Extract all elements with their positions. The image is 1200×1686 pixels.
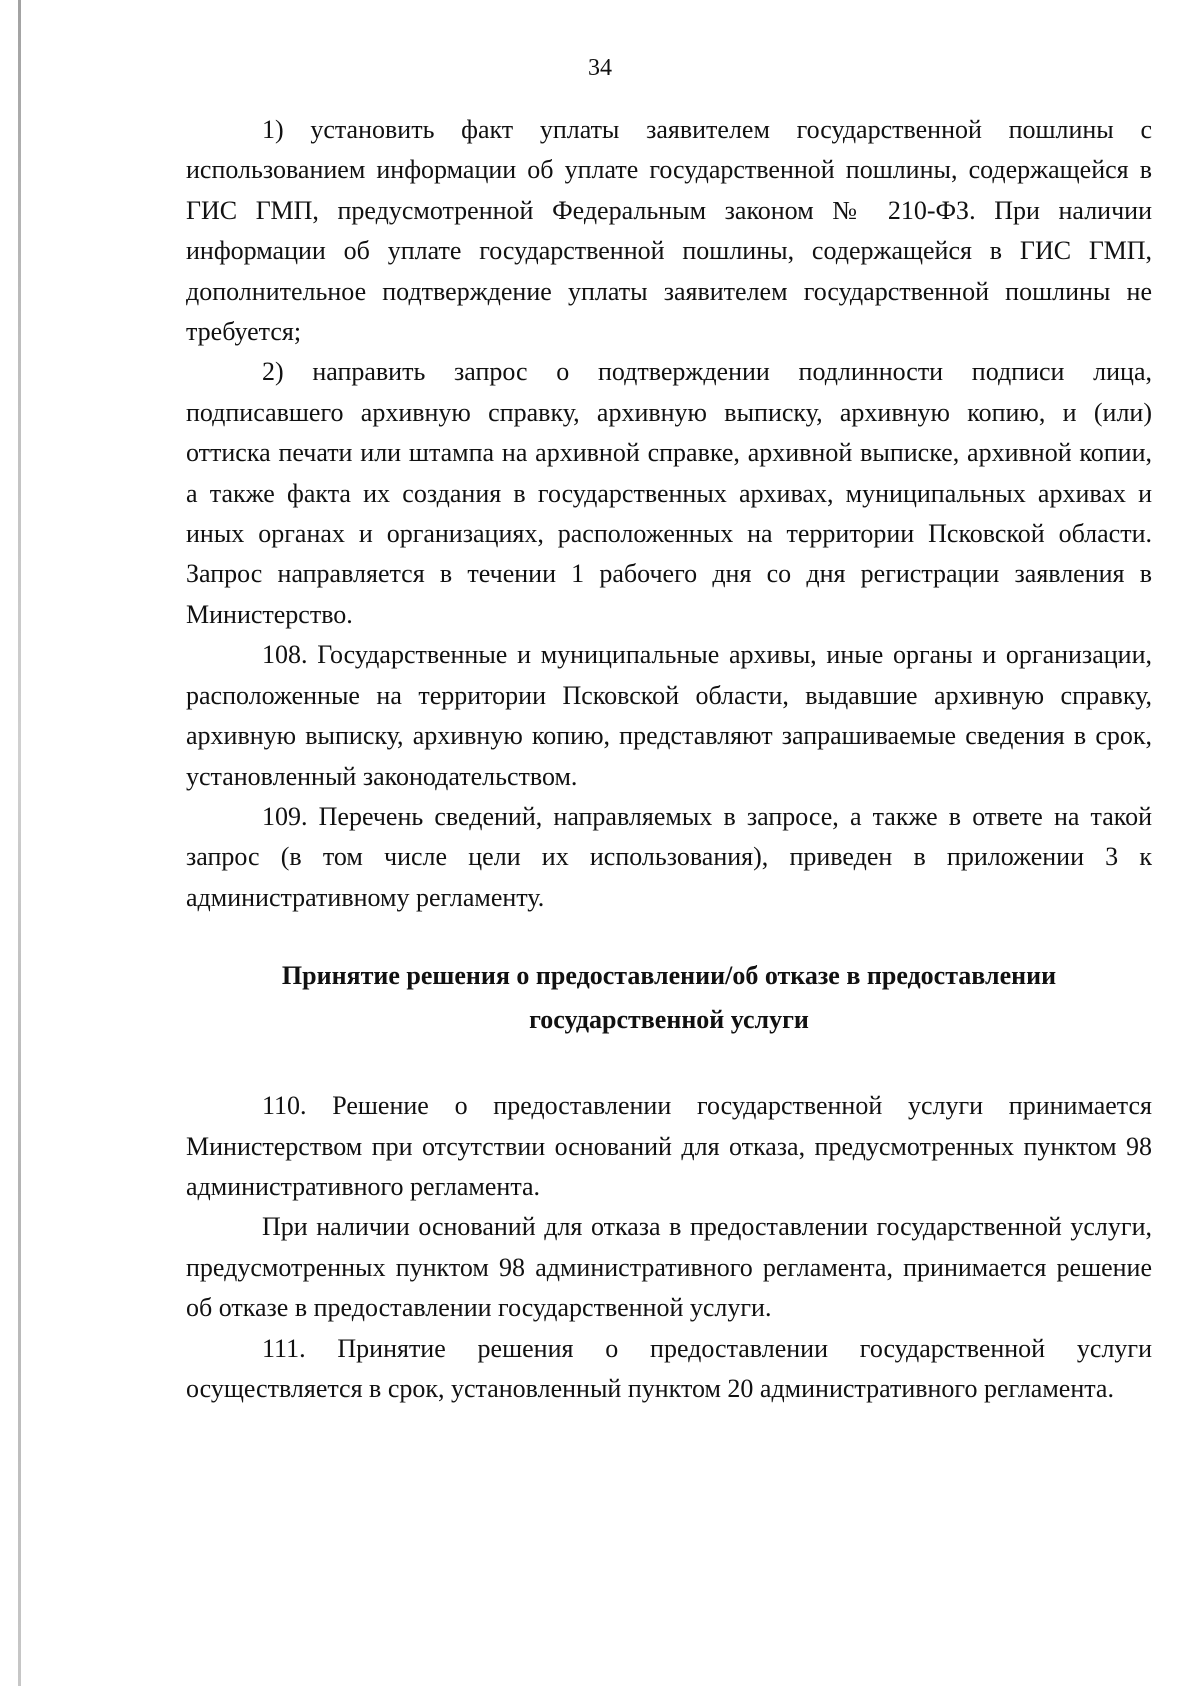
paragraph-110: 110. Решение о предоставлении государственной услуги принимается Министерством при отсутствии оснований для отказа, предусмотренных пунктом 98 административного регламента.: [186, 1091, 1152, 1201]
section-heading: [186, 954, 1152, 1042]
paragraph-refusal: При наличии оснований для отказа в предоставлении государственной услуги, предусмотренных пунктом 98 административного регламента, принимается решение об отказе в предоставлении государственной услуги.: [186, 1212, 1152, 1323]
document-body: [186, 110, 1152, 1409]
paragraph-111: 111. Принятие решения о предоставлении государственной услуги осуществляется в срок, установленный пунктом 20 административного регламента.: [186, 1333, 1152, 1403]
scan-edge: [18, 0, 21, 1686]
section-heading-line-1: Принятие решения о предоставлении/об отказе в предоставлении: [281, 961, 1057, 991]
paragraph-1-fee-payment: 1) установить факт уплаты заявителем государственной пошлины с использованием информации об уплате государственной пошлины, содержащейся в ГИС ГМП, предусмотренной Федеральным законом № 210-ФЗ. При наличии информации об уплате государственной пошлины, содержащейся в ГИС ГМП, дополнительное подтверждение уплаты заявителем государственной пошлины не требуется;: [186, 115, 1152, 347]
section-heading-line-2: государственной услуги: [529, 1005, 809, 1035]
page-number: 34: [588, 55, 612, 81]
paragraph-109: 109. Перечень сведений, направляемых в запросе, а также в ответе на такой запрос (в том числе цели их использования), приведен в приложении 3 к административному регламенту.: [186, 801, 1152, 912]
paragraph-2-signature-request: 2) направить запрос о подтверждении подлинности подписи лица, подписавшего архивную справку, архивную выписку, архивную копию, и (или) оттиска печати или штампа на архивной справке, архивной выписке, архивной копии, а также факта их создания в государственных архивах, муниципальных архивах и иных органах и организациях, расположенных на территории Псковской области. Запрос направляется в течении 1 рабочего дня со дня регистрации заявления в Министерство.: [186, 357, 1152, 629]
paragraph-108: 108. Государственные и муниципальные архивы, иные органы и организации, расположенные на территории Псковской области, выдавшие архивную справку, архивную выписку, архивную копию, представляют запрашиваемые сведения в срок, установленный законодательством.: [186, 640, 1152, 791]
